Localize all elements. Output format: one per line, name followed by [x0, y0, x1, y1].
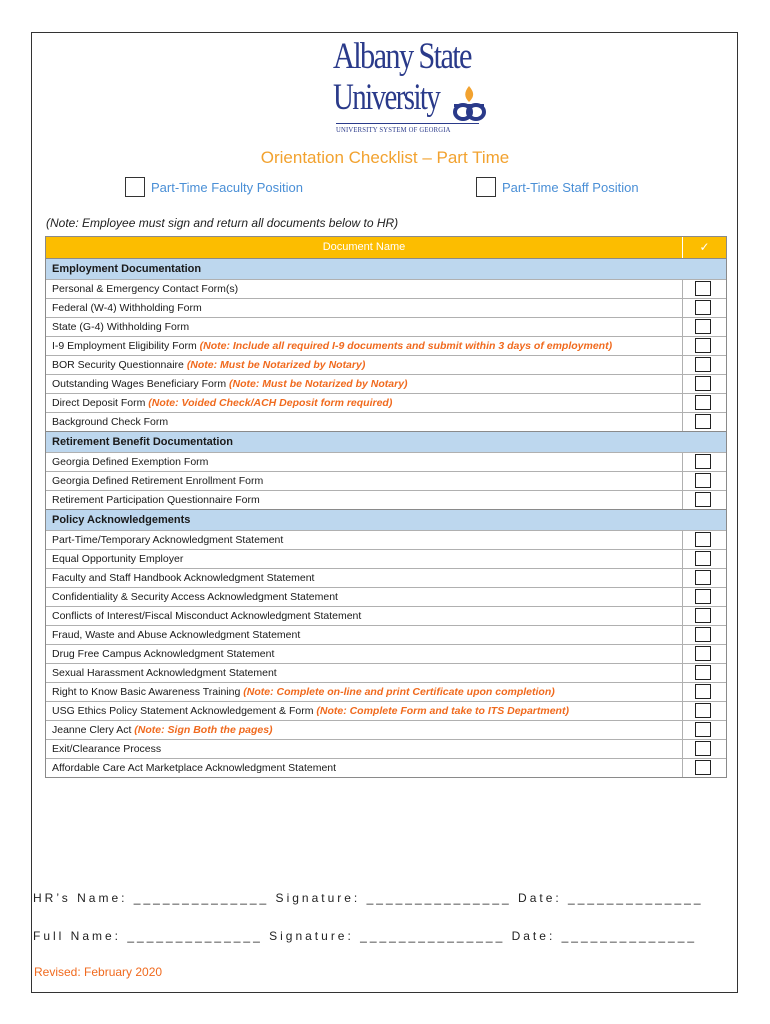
check-cell [682, 318, 726, 336]
check-cell [682, 626, 726, 644]
document-name: Fraud, Waste and Abuse Acknowledgment Statement [52, 629, 301, 641]
document-note: (Note: Must be Notarized by Notary) [229, 378, 408, 390]
document-name-cell [46, 759, 682, 777]
page-title: Orientation Checklist – Part Time [260, 148, 510, 167]
document-checkbox[interactable] [695, 570, 711, 585]
check-cell [682, 491, 726, 509]
check-cell [682, 550, 726, 568]
check-cell [682, 569, 726, 587]
table-row [46, 393, 726, 412]
document-name: Sexual Harassment Acknowledgment Statement [52, 667, 277, 679]
instruction-note: (Note: Employee must sign and return all documents below to HR) [46, 216, 399, 230]
document-name: Personal & Emergency Contact Form(s) [52, 283, 239, 295]
document-checkbox[interactable] [695, 665, 711, 680]
document-checkbox[interactable] [695, 492, 711, 507]
document-name: Confidentiality & Security Access Acknowledgment Statement [52, 591, 338, 603]
document-checkbox[interactable] [695, 684, 711, 699]
document-name-cell [46, 626, 682, 644]
university-logo [333, 38, 485, 138]
document-checkbox[interactable] [695, 589, 711, 604]
table-row [46, 739, 726, 758]
document-checkbox[interactable] [695, 376, 711, 391]
staff-position-checkbox[interactable] [476, 177, 496, 197]
document-name-cell [46, 645, 682, 663]
section-header: Policy Acknowledgements [46, 509, 726, 530]
document-checkbox[interactable] [695, 722, 711, 737]
document-note: (Note: Include all required I-9 documents and submit within 3 days of employment) [199, 340, 613, 352]
document-name: Background Check Form [52, 416, 169, 428]
document-name-cell [46, 607, 682, 625]
check-cell [682, 721, 726, 739]
check-cell [682, 702, 726, 720]
document-name: BOR Security Questionnaire [52, 359, 187, 371]
document-name-cell [46, 472, 682, 490]
table-row [46, 606, 726, 625]
header-check-icon: ✓ [682, 237, 726, 258]
table-row [46, 336, 726, 355]
document-name-cell [46, 491, 682, 509]
table-row [46, 549, 726, 568]
document-note: (Note: Complete on-line and print Certificate upon completion) [243, 686, 555, 698]
table-row [46, 471, 726, 490]
logo-subtitle: UNIVERSITY SYSTEM OF GEORGIA [336, 126, 451, 134]
section-header: Retirement Benefit Documentation [46, 431, 726, 452]
staff-position-label: Part-Time Staff Position [502, 180, 639, 195]
document-checkbox[interactable] [695, 551, 711, 566]
check-cell [682, 394, 726, 412]
check-cell [682, 645, 726, 663]
table-row [46, 452, 726, 471]
document-name: Affordable Care Act Marketplace Acknowledgment Statement [52, 762, 337, 774]
check-cell [682, 337, 726, 355]
section-header: Employment Documentation [46, 258, 726, 279]
logo-line-1: Albany State [333, 36, 471, 77]
document-checkbox[interactable] [695, 395, 711, 410]
document-checkbox[interactable] [695, 760, 711, 775]
document-name-cell [46, 299, 682, 317]
document-name: Direct Deposit Form [52, 397, 149, 409]
document-name: Georgia Defined Retirement Enrollment Form [52, 475, 264, 487]
document-name: Right to Know Basic Awareness Training [52, 686, 244, 698]
document-name-cell [46, 375, 682, 393]
document-name-cell [46, 721, 682, 739]
document-checkbox[interactable] [695, 338, 711, 353]
document-note: (Note: Must be Notarized by Notary) [186, 359, 366, 371]
document-name: Outstanding Wages Beneficiary Form [52, 378, 230, 390]
document-name-cell [46, 531, 682, 549]
table-row [46, 682, 726, 701]
document-name: Retirement Participation Questionnaire Form [52, 494, 260, 506]
table-row [46, 317, 726, 336]
document-name-cell [46, 683, 682, 701]
document-name-cell [46, 413, 682, 431]
logo-line-2: University [333, 77, 440, 118]
document-name-cell [46, 318, 682, 336]
check-cell [682, 607, 726, 625]
table-row [46, 663, 726, 682]
faculty-position-checkbox[interactable] [125, 177, 145, 197]
check-cell [682, 356, 726, 374]
document-checkbox[interactable] [695, 741, 711, 756]
torch-emblem-icon [452, 84, 486, 124]
table-row [46, 758, 726, 777]
table-header [46, 236, 726, 258]
table-row [46, 568, 726, 587]
document-name-cell [46, 588, 682, 606]
document-name: Exit/Clearance Process [52, 743, 162, 755]
document-name: Georgia Defined Exemption Form [52, 456, 209, 468]
check-cell [682, 759, 726, 777]
document-checkbox[interactable] [695, 646, 711, 661]
table-row [46, 412, 726, 431]
table-row [46, 720, 726, 739]
document-checkbox[interactable] [695, 414, 711, 429]
document-name: Part-Time/Temporary Acknowledgment Statement [52, 534, 284, 546]
document-checkbox[interactable] [695, 300, 711, 315]
table-row [46, 355, 726, 374]
document-name-cell [46, 740, 682, 758]
document-name: Equal Opportunity Employer [52, 553, 184, 565]
document-name: USG Ethics Policy Statement Acknowledgement & Form [52, 705, 317, 717]
table-row [46, 279, 726, 298]
table-row [46, 625, 726, 644]
hr-signature-line: HR’s Name: ______________ Signature: _______________ Date: ______________ [33, 891, 704, 905]
document-name-cell [46, 453, 682, 471]
document-name-cell [46, 337, 682, 355]
document-name: Jeanne Clery Act [52, 724, 135, 736]
document-checkbox[interactable] [695, 608, 711, 623]
check-cell [682, 280, 726, 298]
check-cell [682, 413, 726, 431]
check-cell [682, 453, 726, 471]
document-checkbox[interactable] [695, 627, 711, 642]
document-note: (Note: Voided Check/ACH Deposit form required) [148, 397, 393, 409]
check-cell [682, 531, 726, 549]
table-row [46, 587, 726, 606]
document-name-cell [46, 280, 682, 298]
document-name-cell [46, 394, 682, 412]
table-row [46, 490, 726, 509]
document-table [45, 236, 727, 778]
check-cell [682, 740, 726, 758]
document-name-cell [46, 702, 682, 720]
check-cell [682, 299, 726, 317]
document-note: (Note: Complete Form and take to ITS Department) [316, 705, 569, 717]
document-name: Drug Free Campus Acknowledgment Statement [52, 648, 275, 660]
document-name: I-9 Employment Eligibility Form [52, 340, 200, 352]
document-name-cell [46, 550, 682, 568]
document-checkbox[interactable] [695, 357, 711, 372]
document-name-cell [46, 356, 682, 374]
document-name: Conflicts of Interest/Fiscal Misconduct Acknowledgment Statement [52, 610, 362, 622]
document-note: (Note: Sign Both the pages) [134, 724, 273, 736]
document-checkbox[interactable] [695, 281, 711, 296]
full-name-signature-line: Full Name: ______________ Signature: _______________ Date: ______________ [33, 929, 698, 943]
document-checkbox[interactable] [695, 703, 711, 718]
check-cell [682, 472, 726, 490]
check-cell [682, 683, 726, 701]
revision-date: Revised: February 2020 [34, 965, 163, 979]
check-cell [682, 588, 726, 606]
table-row [46, 298, 726, 317]
document-name: Faculty and Staff Handbook Acknowledgment Statement [52, 572, 315, 584]
document-name-cell [46, 569, 682, 587]
document-name: Federal (W-4) Withholding Form [52, 302, 202, 314]
document-checkbox[interactable] [695, 473, 711, 488]
document-checkbox[interactable] [695, 532, 711, 547]
header-document-name: Document Name [322, 241, 406, 253]
check-cell [682, 375, 726, 393]
document-name: State (G-4) Withholding Form [52, 321, 190, 333]
faculty-position-label: Part-Time Faculty Position [151, 180, 303, 195]
check-cell [682, 664, 726, 682]
document-checkbox[interactable] [695, 454, 711, 469]
table-row [46, 644, 726, 663]
document-name-cell [46, 664, 682, 682]
logo-rule [336, 123, 479, 124]
table-row [46, 374, 726, 393]
table-row [46, 701, 726, 720]
table-row [46, 530, 726, 549]
document-checkbox[interactable] [695, 319, 711, 334]
